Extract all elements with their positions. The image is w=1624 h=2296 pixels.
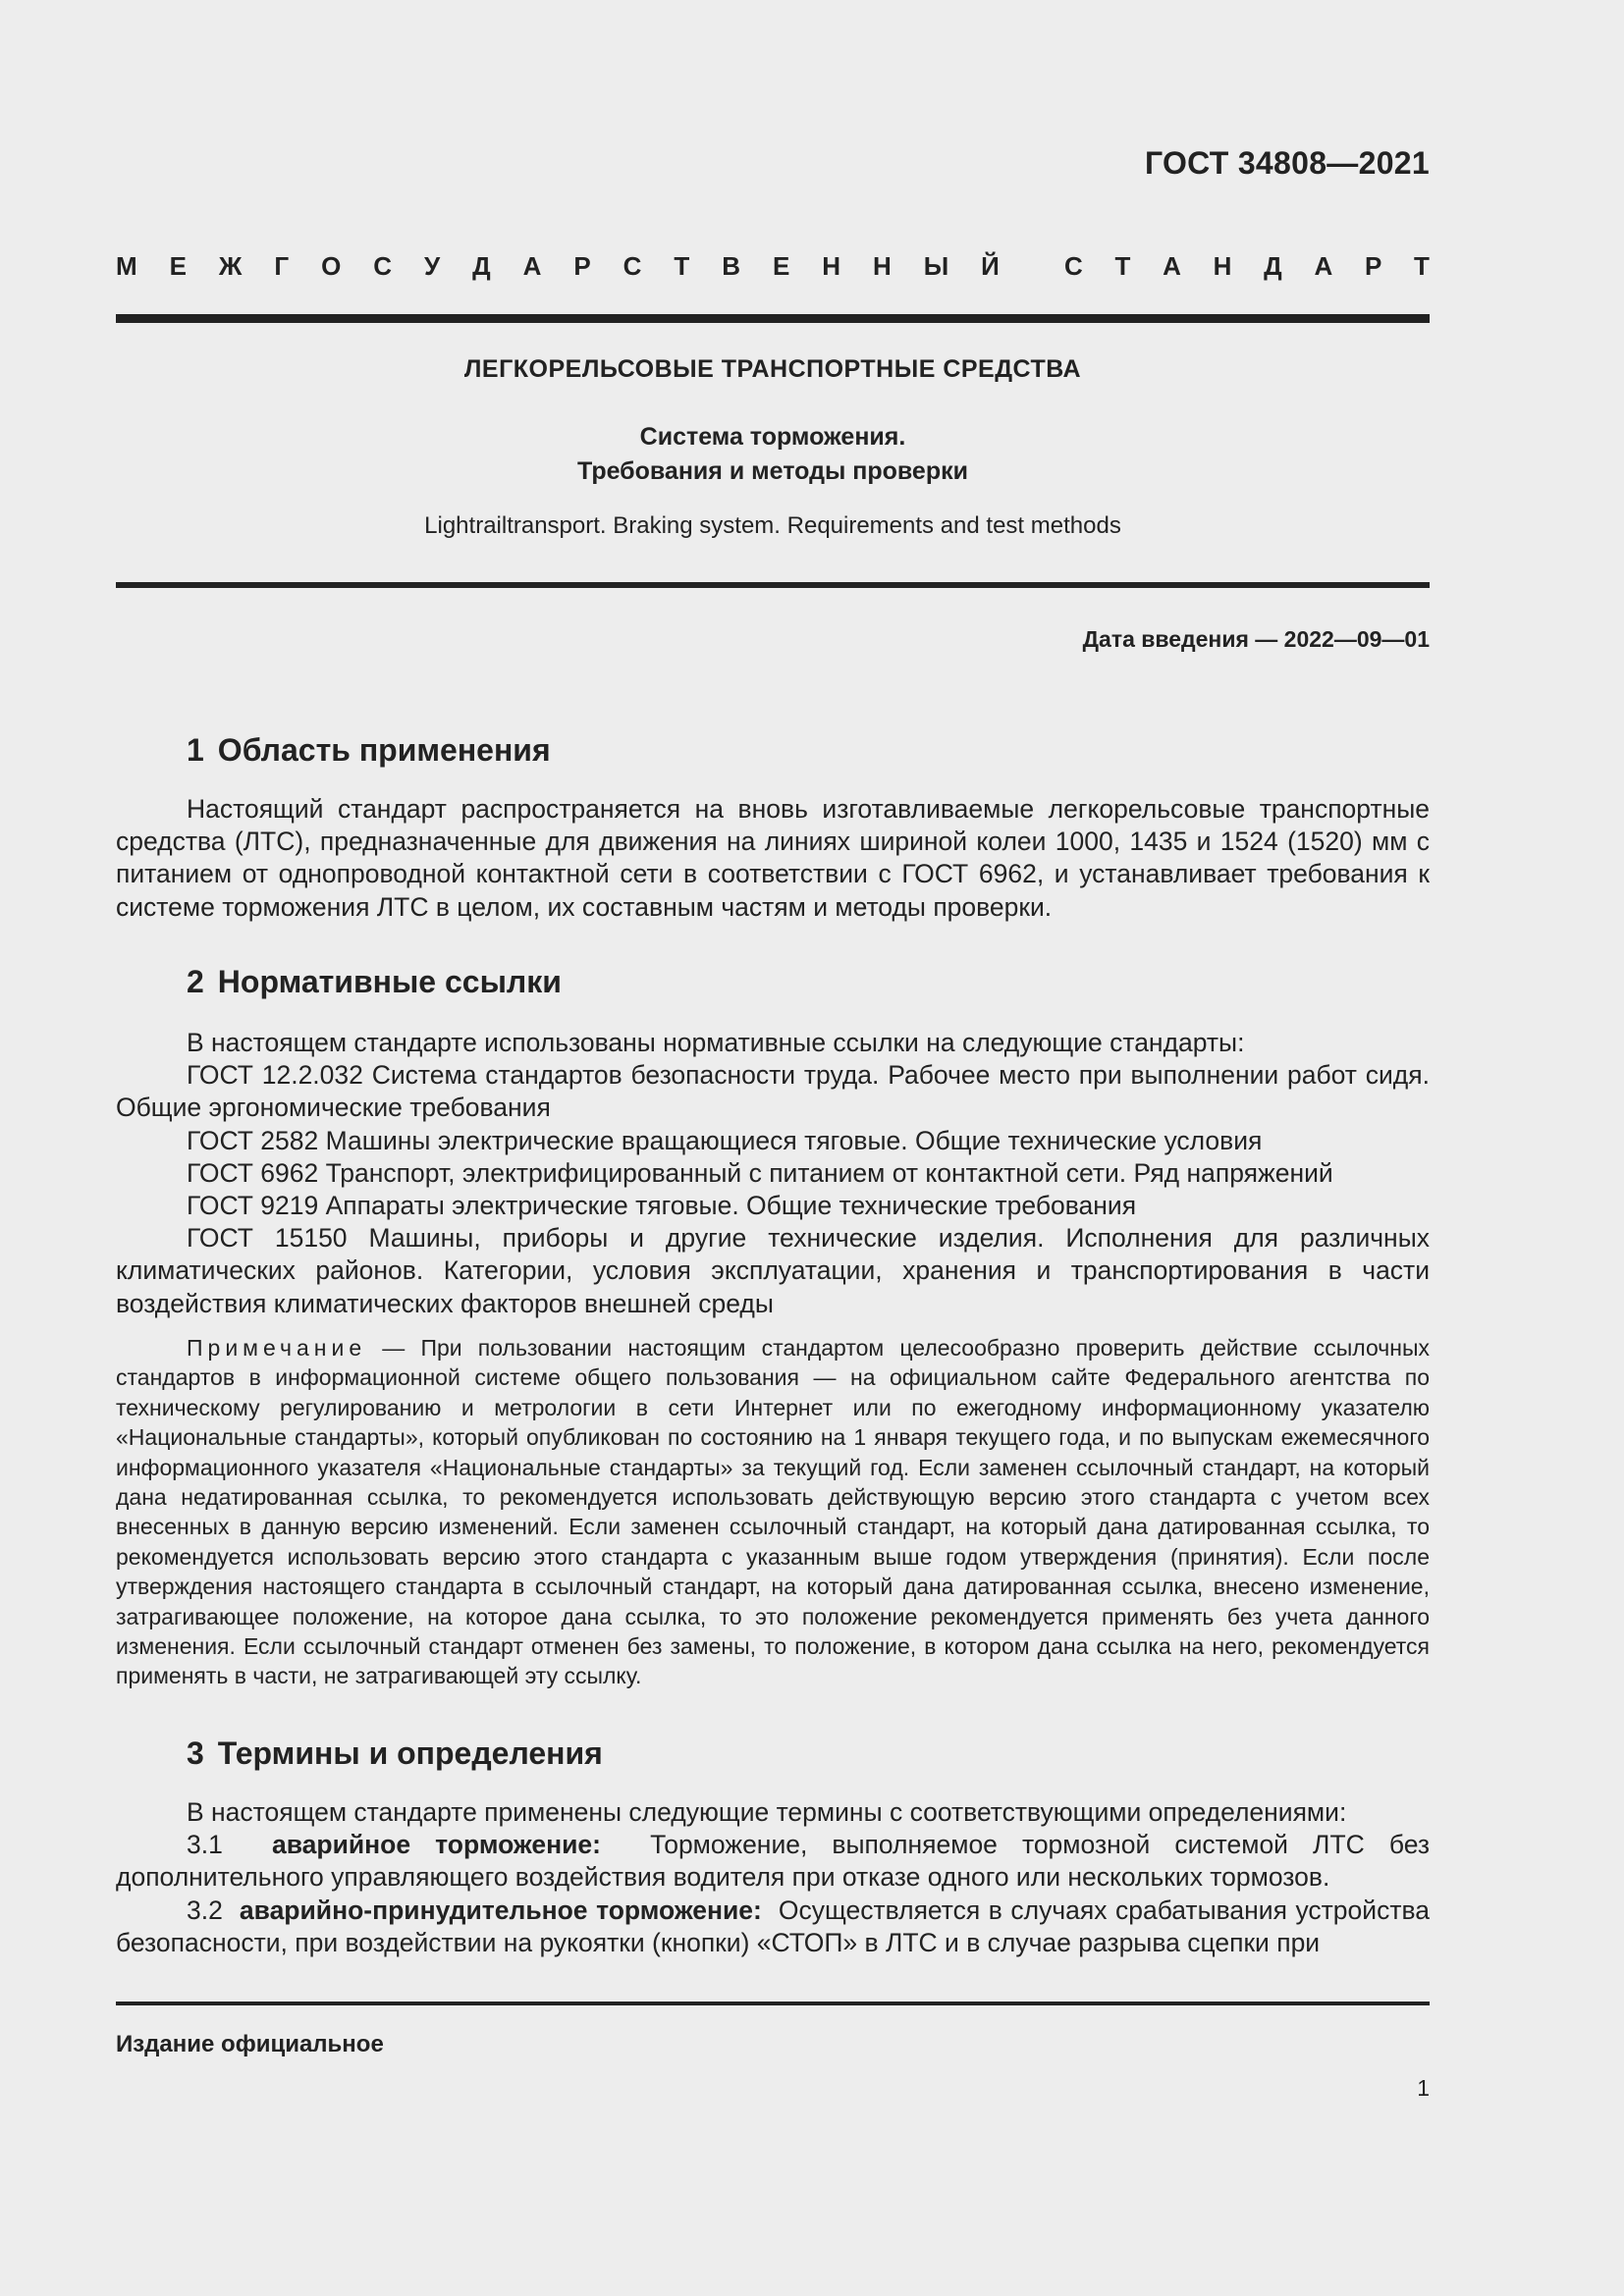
section-title: Термины и определения [217,1735,603,1771]
paragraph: В настоящем стандарте применены следующие термины с соответствующими определениями: [187,1797,1347,1827]
heading-letter: С [373,251,393,281]
footer-rule [116,2002,1430,2005]
paragraph: В настоящем стандарте использованы нормативные ссылки на следующие стандарты: [187,1028,1245,1057]
document-number: ГОСТ 34808—2021 [1144,145,1430,181]
paragraph: Настоящий стандарт распространяется на вновь изготавливаемые легкорельсовые транспортные средства (ЛТС), предназначенные для движения на линиях шириной колеи 1000, 1435 и 1524 (1520) мм с питанием от однопроводной контактной сети в соответствии с ГОСТ 6962, и устанавливает требования к системе торможения ЛТС в целом, их составным частям и методы проверки. [116,794,1430,922]
heading-letter: Г [274,251,290,281]
heading-letter: Т [1414,251,1430,281]
reference-item: ГОСТ 15150 Машины, приборы и другие технические изделия. Исполнения для различных климатических районов. Категории, условия эксплуатации, хранения и транспортирования в части воздействия климатических факторов внешней среды [116,1223,1430,1318]
edition-label: Издание официальное [116,2031,384,2057]
heading-letter: А [1163,251,1181,281]
term-number: 3.2 [187,1895,223,1925]
section-title: Нормативные ссылки [217,964,562,999]
heading-letter: Т [674,251,690,281]
section-3-heading [187,1735,603,1772]
heading-letter: Е [772,251,790,281]
main-title: ЛЕГКОРЕЛЬСОВЫЕ ТРАНСПОРТНЫЕ СРЕДСТВА [463,355,1082,383]
document-kind [116,251,1430,282]
term: аварийное торможение: [271,1830,601,1860]
header-rule [116,314,1430,323]
note-label: Примечание [187,1335,367,1361]
term-definition [116,1895,1430,1959]
heading-letter: А [1314,251,1333,281]
doc-kind-word-1 [116,251,1000,282]
section-number: 1 [187,732,204,768]
subtitle-line-2: Требования и методы проверки [577,457,968,485]
heading-letter: Н [873,251,892,281]
heading-letter: С [1064,251,1083,281]
heading-letter: В [722,251,741,281]
definition: Торможение, выполняемое тормозной системой ЛТС без дополнительного управляющего воздействия водителя при отказе одного или нескольких тормозов. [116,1830,1431,1893]
heading-letter: О [321,251,342,281]
heading-letter: Д [1264,251,1282,281]
heading-letter: Й [981,251,1000,281]
heading-letter: Н [1213,251,1232,281]
heading-letter: Р [1364,251,1382,281]
heading-letter: А [522,251,542,281]
heading-letter: С [623,251,642,281]
note-paragraph [116,1333,1430,1691]
definition: Осуществляется в случаях срабатывания устройства безопасности, при воздействии на рукоятки (кнопки) «СТОП» в ЛТС и в случае разрыва сцепки при [116,1895,1430,1957]
section-2-heading [187,964,562,1000]
note [116,1333,1430,1691]
section-number: 3 [187,1735,204,1771]
reference-item: ГОСТ 2582 Машины электрические вращающиеся тяговые. Общие технические условия [187,1125,1263,1155]
reference-item: ГОСТ 12.2.032 Система стандартов безопасности труда. Рабочее место при выполнении работ сидя. Общие эргономические требования [116,1060,1430,1123]
term-definition [116,1829,1430,1894]
section-1-body [116,793,1430,924]
heading-letter: Т [1114,251,1131,281]
subtitle-line-1: Система торможения. [639,423,906,451]
heading-letter: Ы [923,251,949,281]
heading-letter: М [116,251,137,281]
heading-letter: Ж [218,251,243,281]
term: аварийно-принудительное торможение: [239,1895,762,1925]
subtitle [116,420,1430,489]
section-3-body [116,1796,1430,1959]
heading-letter: У [424,251,441,281]
heading-letter: Р [573,251,591,281]
section-2-body [116,1027,1430,1320]
heading-letter: Е [169,251,187,281]
page-number: 1 [1417,2075,1430,2101]
section-1-heading [187,732,551,769]
heading-letter: Н [822,251,841,281]
term-number: 3.1 [187,1830,223,1860]
section-title: Область применения [217,732,551,768]
title-rule [116,582,1430,588]
reference-item: ГОСТ 6962 Транспорт, электрифицированный с питанием от контактной сети. Ряд напряжений [187,1157,1333,1188]
english-title: Lightrailtransport. Braking system. Requirements and test methods [424,512,1121,539]
doc-kind-word-2 [1064,251,1430,282]
section-number: 2 [187,964,204,999]
note-text: — При пользовании настоящим стандартом целесообразно проверить действие ссылочных стандартов в информационной системе общего пользования — на официальном сайте Федерального агентства по техническому регулированию и метрологии в сети Интернет или по ежегодному информационному указателю «Национальные стандарты», который опубликован по состоянию на 1 января текущего года, и по выпускам ежемесячного информационного указателя «Национальные стандарты» за текущий год. Если заменен ссылочный стандарт, на который дана недатированная ссылка, то рекомендуется использовать действующую версию этого стандарта с учетом всех внесенных в данную версию изменений. Если заменен ссылочный стандарт, на который дана датированная ссылка, то рекомендуется использовать версию этого стандарта с указанным выше годом утверждения (принятия). Если после утверждения настоящего стандарта в ссылочный стандарт, на который дана датированная ссылка, внесено изменение, затрагивающее положение, на которое дана ссылка, то это положение рекомендуется применять без учета данного изменения. Если ссылочный стандарт отменен без замены, то положение, в котором дана ссылка на него, рекомендуется применять в части, не затрагивающей эту ссылку. [116,1335,1430,1689]
heading-letter: Д [472,251,491,281]
introduction-date: Дата введения — 2022—09—01 [1082,626,1430,652]
reference-item: ГОСТ 9219 Аппараты электрические тяговые. Общие технические требования [187,1191,1137,1221]
